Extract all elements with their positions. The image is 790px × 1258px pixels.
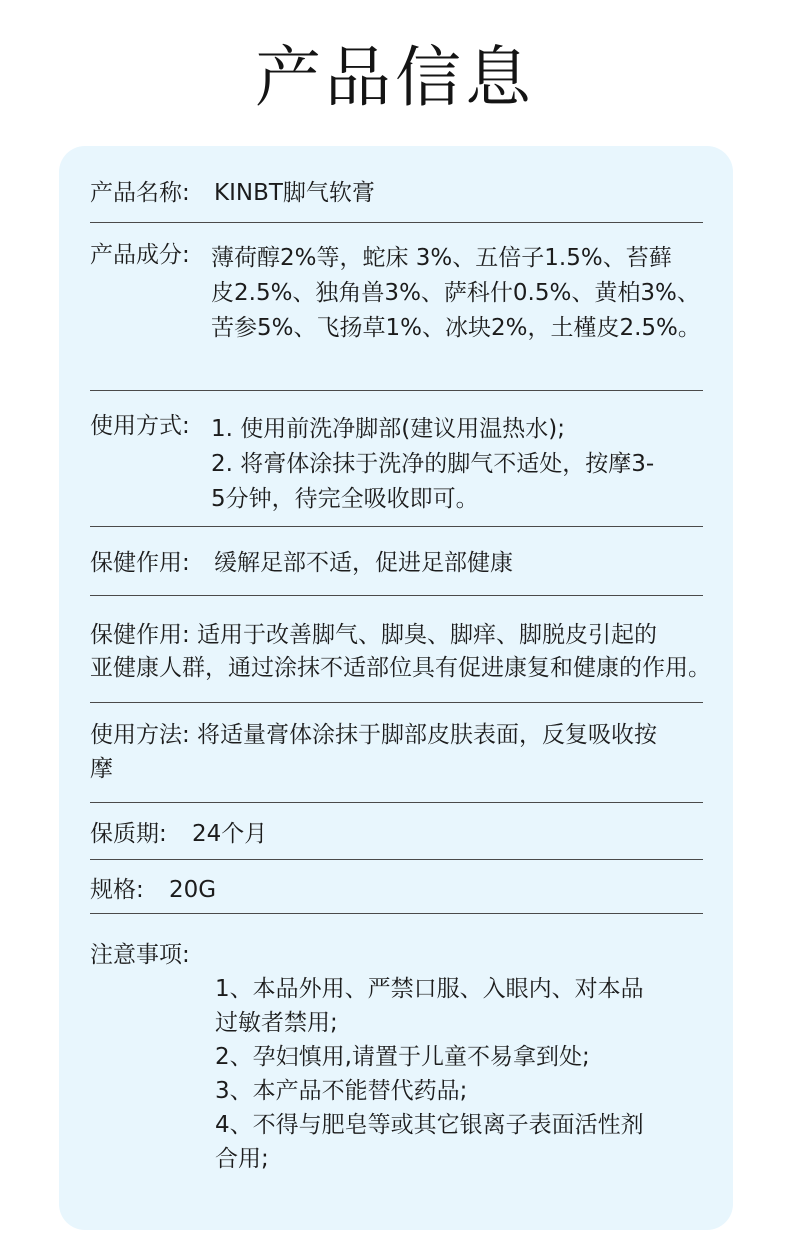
name-value: KINBT脚气软膏 [214, 180, 375, 206]
notes-line: 过敏者禁用; [215, 1010, 338, 1036]
usage-mode-line: 2. 将膏体涂抹于洗净的脚气不适处，按摩3- [211, 451, 655, 477]
shelf-life-value: 24个月 [192, 821, 268, 847]
ingredients-label: 产品成分: [90, 242, 190, 268]
effect-value: 缓解足部不适，促进足部健康 [214, 550, 513, 576]
effect2-line: 亚健康人群，通过涂抹不适部位具有促进康复和健康的作用。 [90, 655, 711, 681]
notes-label: 注意事项: [90, 942, 190, 968]
shelf-life-label: 保质期: [90, 821, 167, 847]
divider [90, 526, 703, 527]
notes-line: 2、孕妇慎用,请置于儿童不易拿到处; [215, 1044, 590, 1070]
divider [90, 595, 703, 596]
method-line: 摩 [90, 756, 113, 782]
notes-line: 1、本品外用、严禁口服、入眼内、对本品 [215, 976, 644, 1002]
effect-label: 保健作用: [90, 550, 190, 576]
divider [90, 859, 703, 860]
notes-line: 3、本产品不能替代药品; [215, 1078, 468, 1104]
spec-label: 规格: [90, 877, 144, 903]
effect2-line: 保健作用: 适用于改善脚气、脚臭、脚痒、脚脱皮引起的 [90, 622, 658, 648]
ingredients-line: 薄荷醇2%等，蛇床 3%、五倍子1.5%、苔藓 [211, 245, 672, 271]
ingredients-line: 苦参5%、飞扬草1%、冰块2%，土槿皮2.5%。 [211, 315, 701, 341]
usage-mode-line: 5分钟，待完全吸收即可。 [211, 486, 479, 512]
divider [90, 913, 703, 914]
usage-mode-label: 使用方式: [90, 413, 190, 439]
page-title: 产品信息 [255, 39, 535, 116]
divider [90, 802, 703, 803]
divider [90, 222, 703, 223]
name-label: 产品名称: [90, 180, 190, 206]
spec-value: 20G [169, 877, 217, 903]
method-line: 使用方法: 将适量膏体涂抹于脚部皮肤表面，反复吸收按 [90, 722, 658, 748]
divider [90, 390, 703, 391]
ingredients-line: 皮2.5%、独角兽3%、萨科什0.5%、黄柏3%、 [211, 280, 700, 306]
usage-mode-line: 1. 使用前洗净脚部(建议用温热水); [211, 416, 565, 442]
notes-line: 合用; [215, 1146, 269, 1172]
notes-line: 4、不得与肥皂等或其它银离子表面活性剂 [215, 1112, 644, 1138]
divider [90, 702, 703, 703]
